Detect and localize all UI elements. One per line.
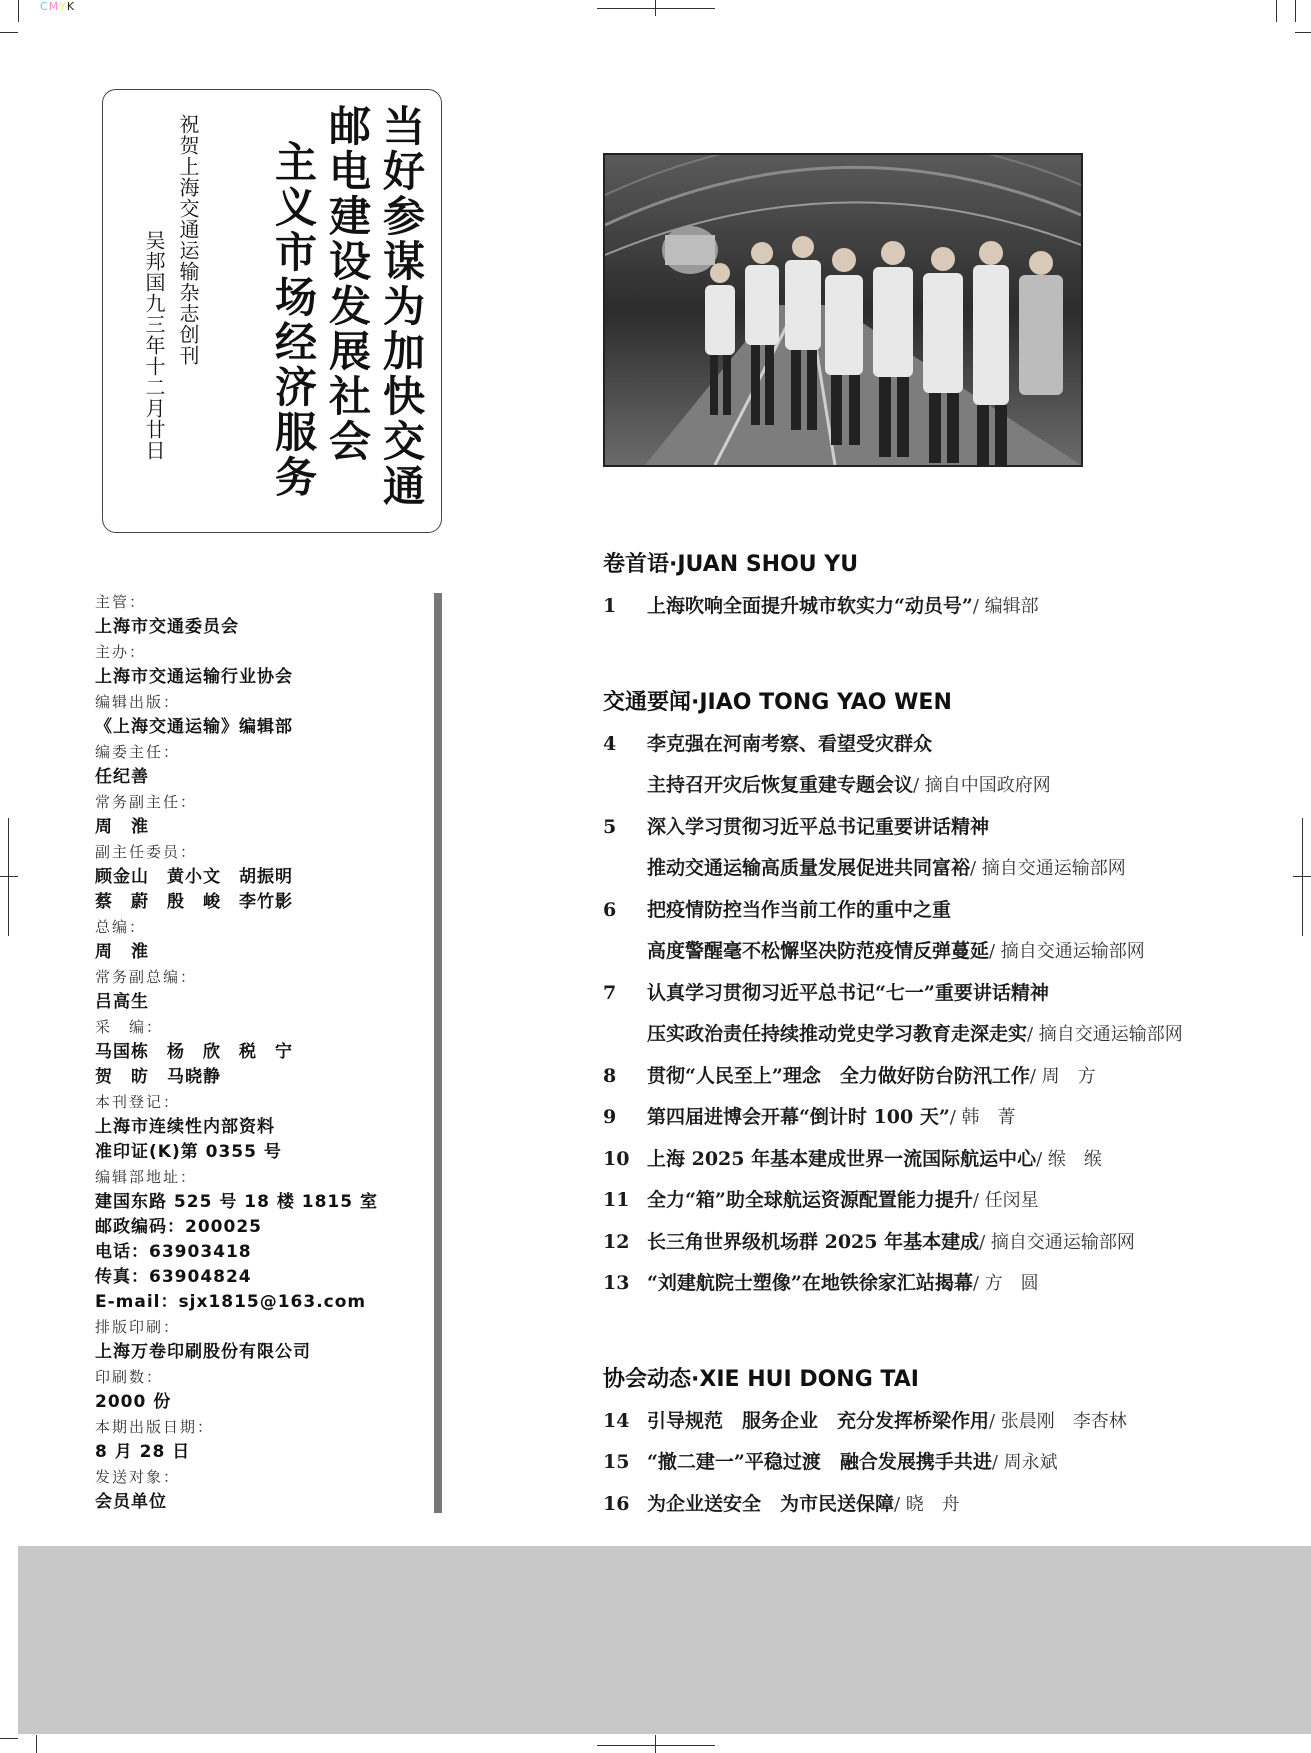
article-title <box>647 1097 1016 1139</box>
masthead-label: 总编： <box>95 918 147 936</box>
article-title-text: 深入学习贯彻习近平总书记重要讲话精神 <box>647 815 990 838</box>
masthead-value: 上海万卷印刷股份有限公司 <box>95 1342 311 1362</box>
bottom-grey-band <box>18 1546 1311 1734</box>
masthead-label: 本期出版日期： <box>95 1418 215 1436</box>
article-title <box>647 1014 1183 1056</box>
article-title <box>647 931 1145 973</box>
toc-section <box>603 548 1283 628</box>
masthead-value: 会员单位 <box>95 1492 167 1512</box>
masthead-value: 上海市连续性内部资料 <box>95 1117 275 1137</box>
article-source: / 摘自中国政府网 <box>913 775 1051 796</box>
toc-entry[interactable] <box>603 1056 1283 1098</box>
masthead-label: 常务副主任： <box>95 793 198 811</box>
toc-entry[interactable] <box>603 586 1283 628</box>
crop-mark <box>8 818 9 936</box>
masthead-credits <box>95 590 425 1515</box>
crop-mark <box>1295 0 1296 22</box>
article-source: / 摘自交通运输部网 <box>979 1231 1135 1253</box>
calligraphy-signature: 吴邦国九三年十二月廿日 <box>142 230 166 461</box>
article-title <box>647 1180 1039 1222</box>
masthead-value: 周 淮 <box>95 942 149 962</box>
masthead-value: 顾金山 黄小文 胡振明 <box>95 867 293 887</box>
article-title-text: “刘建航院士塑像”在地铁徐家汇站揭幕 <box>647 1272 973 1294</box>
crop-mark <box>0 1738 18 1739</box>
masthead-value: E-mail：sjx1815@163.com <box>95 1292 367 1312</box>
page-number: 7 <box>603 981 617 1004</box>
article-title <box>647 1056 1096 1098</box>
page-number: 14 <box>603 1409 630 1432</box>
article-source: / 摘自交通运输部网 <box>989 941 1145 962</box>
article-title-text: “撤二建一”平稳过渡 融合发展携手共进 <box>647 1451 992 1473</box>
toc-entry[interactable] <box>603 1263 1283 1305</box>
toc-entry[interactable] <box>603 1222 1283 1264</box>
masthead-value: 上海市交通运输行业协会 <box>95 667 293 687</box>
article-source: / 韩 菁 <box>949 1107 1016 1128</box>
toc-entry[interactable] <box>603 765 1283 807</box>
page-number: 5 <box>603 815 617 838</box>
masthead-label: 排版印刷： <box>95 1318 181 1336</box>
article-source: / 摘自交通运输部网 <box>970 858 1126 879</box>
article-title-text: 推动交通运输高质量发展促进共同富裕 <box>647 857 971 879</box>
masthead-label: 编辑出版： <box>95 693 181 711</box>
page-number: 12 <box>603 1230 630 1253</box>
masthead-value: 建国东路 525 号 18 楼 1815 室 <box>95 1192 378 1212</box>
masthead-value: 《上海交通运输》编辑部 <box>95 717 293 737</box>
toc-entry[interactable] <box>603 1014 1283 1056</box>
page-number: 13 <box>603 1272 630 1294</box>
crop-mark <box>1295 32 1311 33</box>
calligraphy-column: 邮电建设发展社会 <box>323 104 372 464</box>
article-title <box>647 848 1126 890</box>
toc-entry[interactable] <box>603 807 1283 849</box>
article-title <box>647 724 932 766</box>
masthead-label: 主管： <box>95 593 147 611</box>
article-title-text: 全力“箱”助全球航运资源配置能力提升 <box>647 1189 973 1211</box>
page-number: 1 <box>603 595 617 617</box>
masthead-value: 周 淮 <box>95 817 149 837</box>
masthead-value: 电话：63903418 <box>95 1242 252 1262</box>
toc-entry[interactable] <box>603 931 1283 973</box>
article-title <box>647 1139 1102 1181</box>
article-title-text: 压实政治责任持续推动党史学习教育走深走实 <box>647 1023 1028 1045</box>
article-title <box>647 586 1039 628</box>
toc-entry[interactable] <box>603 1180 1283 1222</box>
page-number: 15 <box>603 1451 630 1473</box>
page-number: 6 <box>603 898 617 921</box>
page-number: 8 <box>603 1064 617 1087</box>
toc-entry[interactable] <box>603 724 1283 766</box>
crop-mark <box>655 1735 656 1753</box>
article-title-text: 上海吹响全面提升城市软实力“动员号” <box>647 595 973 617</box>
masthead-label: 编委主任： <box>95 743 181 761</box>
masthead-label: 主办： <box>95 643 147 661</box>
masthead-value: 吕高生 <box>95 992 149 1012</box>
article-title <box>647 1484 960 1526</box>
section-heading: 卷首语·JUAN SHOU YU <box>603 552 859 577</box>
inspection-photo <box>603 153 1083 467</box>
masthead-value: 马国栋 杨 欣 税 宁 <box>95 1042 293 1062</box>
crop-mark <box>597 1745 715 1746</box>
toc-section <box>603 686 1283 1305</box>
article-title-text: 为企业送安全 为市民送保障 <box>647 1492 895 1515</box>
article-title-text: 上海 2025 年基本建成世界一流国际航运中心 <box>647 1147 1037 1170</box>
article-source: / 任闵星 <box>972 1190 1039 1211</box>
article-title-text: 认真学习贯彻习近平总书记“七一”重要讲话精神 <box>647 981 1049 1004</box>
crop-mark <box>0 32 18 33</box>
calligraphy-inscription <box>102 89 442 533</box>
article-source: / 编辑部 <box>972 596 1039 617</box>
toc-entry[interactable] <box>603 973 1283 1015</box>
masthead-value: 传真：63904824 <box>95 1267 252 1287</box>
calligraphy-dedication: 祝贺上海交通运输杂志创刊 <box>176 114 200 366</box>
crop-mark <box>655 0 656 16</box>
masthead-label: 采 编： <box>95 1018 164 1036</box>
article-title <box>647 1222 1135 1264</box>
article-source: / 周 方 <box>1029 1065 1096 1087</box>
crop-mark <box>18 0 19 22</box>
article-title <box>647 973 1049 1015</box>
masthead-value: 蔡 蔚 殷 峻 李竹影 <box>95 892 293 912</box>
article-source: / 周永斌 <box>991 1452 1058 1473</box>
cmyk-registration: CMYK <box>40 0 76 13</box>
article-title-text: 高度警醒毫不松懈坚决防范疫情反弹蔓延 <box>647 940 990 962</box>
calligraphy-column: 当好参谋为加快交通 <box>377 104 426 509</box>
table-of-contents <box>603 548 1283 1525</box>
toc-entry[interactable] <box>603 1097 1283 1139</box>
article-title-text: 长三角世界级机场群 2025 年基本建成 <box>647 1230 980 1253</box>
article-title <box>647 1401 1127 1443</box>
masthead-label: 发送对象： <box>95 1468 181 1486</box>
crop-mark <box>597 8 715 9</box>
masthead-value: 邮政编码：200025 <box>95 1217 262 1237</box>
article-title-text: 引导规范 服务企业 充分发挥桥梁作用 <box>647 1409 990 1432</box>
article-title-text: 李克强在河南考察、看望受灾群众 <box>647 732 933 755</box>
masthead-label: 印刷数： <box>95 1368 164 1386</box>
toc-entry[interactable] <box>603 1484 1283 1526</box>
masthead-value: 任纪善 <box>95 767 149 787</box>
masthead-value: 2000 份 <box>95 1392 172 1412</box>
masthead-label: 本刊登记： <box>95 1093 181 1111</box>
article-source: / 摘自交通运输部网 <box>1027 1024 1183 1045</box>
toc-entry[interactable] <box>603 1139 1283 1181</box>
masthead-label: 编辑部地址： <box>95 1168 198 1186</box>
article-title-text: 把疫情防控当作当前工作的重中之重 <box>647 898 952 921</box>
section-heading: 交通要闻·JIAO TONG YAO WEN <box>603 689 952 715</box>
article-title <box>647 765 1051 807</box>
article-title-text: 主持召开灾后恢复重建专题会议 <box>647 774 914 796</box>
masthead-value: 贺 昉 马晓静 <box>95 1067 221 1087</box>
crop-mark <box>1293 876 1311 877</box>
tunnel-inspection-image <box>605 155 1081 465</box>
article-source: / 缑 缑 <box>1036 1148 1102 1170</box>
page-number: 11 <box>603 1189 630 1211</box>
article-title <box>647 890 951 932</box>
toc-entry[interactable] <box>603 848 1283 890</box>
masthead-value: 8 月 28 日 <box>95 1442 191 1462</box>
masthead-divider-bar <box>434 593 442 1513</box>
article-title <box>647 1263 1039 1305</box>
toc-entry[interactable] <box>603 1442 1283 1484</box>
page-number: 10 <box>603 1147 630 1170</box>
masthead-value: 准印证(K)第 0355 号 <box>95 1142 282 1162</box>
section-heading: 协会动态·XIE HUI DONG TAI <box>603 1366 919 1392</box>
page-number: 9 <box>603 1106 617 1128</box>
crop-mark <box>0 876 18 877</box>
calligraphy-column: 主义市场经济服务 <box>269 140 318 500</box>
article-source: / 方 圆 <box>972 1273 1039 1294</box>
toc-entry[interactable] <box>603 1401 1283 1443</box>
page-number: 4 <box>603 732 617 755</box>
article-title <box>647 1442 1058 1484</box>
article-title-text: 贯彻“人民至上”理念 全力做好防台防汛工作 <box>647 1064 1030 1087</box>
crop-mark <box>1276 0 1277 22</box>
crop-mark <box>1302 818 1303 936</box>
toc-section <box>603 1363 1283 1526</box>
masthead-label: 副主任委员： <box>95 843 198 861</box>
masthead-value: 上海市交通委员会 <box>95 617 239 637</box>
toc-entry[interactable] <box>603 890 1283 932</box>
article-source: / 晓 舟 <box>894 1493 960 1515</box>
crop-mark <box>36 1735 37 1753</box>
article-source: / 张晨刚 李杏林 <box>989 1410 1127 1432</box>
masthead-label: 常务副总编： <box>95 968 198 986</box>
article-title-text: 第四届进博会开幕“倒计时 100 天” <box>647 1106 950 1128</box>
page-number: 16 <box>603 1492 630 1515</box>
article-title <box>647 807 989 849</box>
